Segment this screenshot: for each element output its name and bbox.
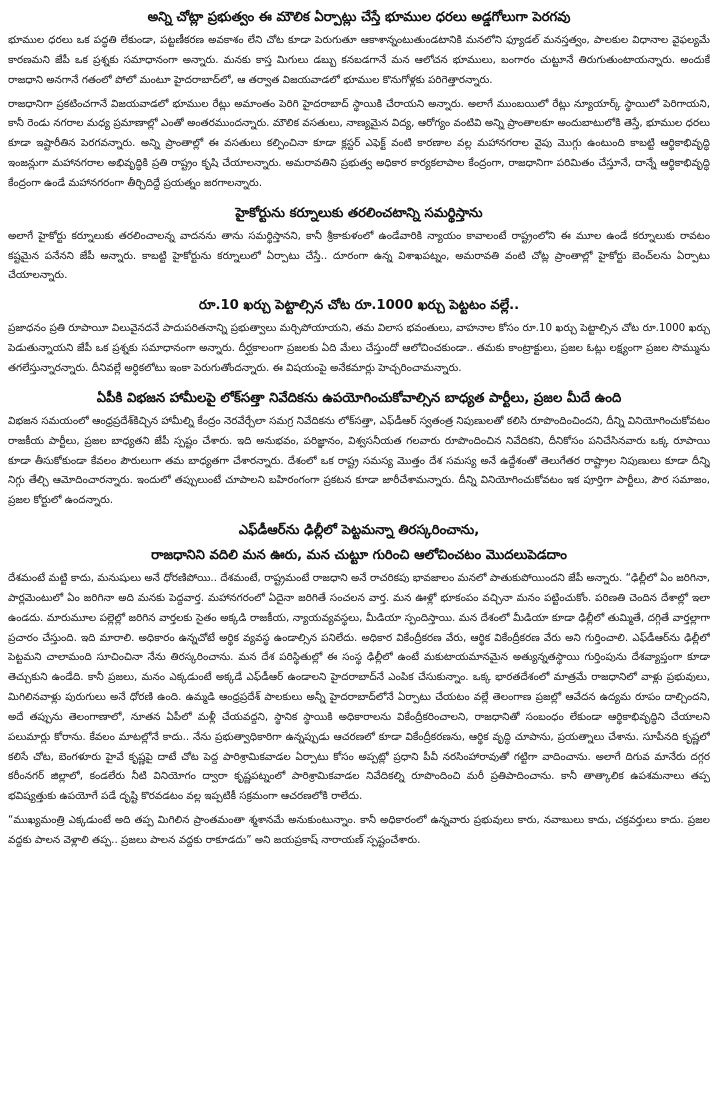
paragraph: విభజన సమయంలో ఆంధ్రప్రదేశ్‌కిచ్చిన హామీల్ని కేంద్రం నెరవేర్చేలా సమగ్ర నివేదికను లోక్‌సత్తా, ఎఫ్‌డీఆర్ స్వతంత్ర నిపుణులతో కలిసి రూపొందించిందని, దీన్ని వినియోగించుకోవటం రాజకీయ పార్టీలు, ప్రజల బాధ్యతని జేపీ స్పష్టం చేశారు. ఇది అనుభవం, పరిజ్ఞానం, విశ్వసనీయత గలవారు రూపొందించిన నివేదికని, దీనికోసం పనిచేసినవారు ఒక్క రూపాయి కూడా తీసుకోకుండా కేవలం పౌరులుగా తమ బాధ్యతగా చేశారన్నారు. దేశంలో ఒక రాష్ట్ర సమస్య మొత్తం దేశ సమస్య అనే ఉద్దేశంతో తెలుగేతర రాష్ట్రాల నిపుణులు కూడా దీన్ని నిగ్గు తేల్చి ఆమోదించారన్నారు. ఇందులో తప్పులుంటే చూపాలని బహిరంగంగా ప్రకటన కూడా జారీచేశామన్నారు. దీన్ని వినియోగించుకోవటం ఇక పూర్తిగా పార్టీలు, పౌర సమాజం, ప్రజల కోర్టులో ఉందన్నారు. bbox=[8, 414, 710, 507]
section-heading: అన్ని చోట్లా ప్రభుత్వం ఈ మౌలిక ఏర్పాట్లు చేస్తే భూముల ధరలు అడ్డగోలుగా పెరగవు bbox=[147, 10, 571, 25]
paragraph: రాజధానిగా ప్రకటించగానే విజయవాడలో భూముల రేట్లు అమాంతం పెరిగి హైదరాబాద్ స్థాయికి చేరాయని అన్నారు. అలాగే ముంబయిలో రేట్లు న్యూయార్క్ స్థాయిలో పెరిగాయని, కానీ రెండు నగరాల మధ్య ప్రమాణాల్లో ఎంతో అంతరముందన్నారు. మౌలిక వసతులు, నాణ్యమైన విద్య, ఆరోగ్యం వంటివి అన్ని ప్రాంతాలకూ అందుబాటులోకి తెస్తే, భూముల ధరలు కూడా ఇష్టారీతిన పెరగవన్నారు. అన్ని ప్రాంతాల్లో ఈ వసతులు కల్పించినా కూడా క్లస్టర్ ఎఫెక్ట్ వంటి కారణాల వల్ల మహానగరాల వైపు మొగ్గు ఉంటుంది కాబట్టి ఆర్థికాభివృద్ధి ఇంజన్లుగా మహానగరాల అభివృద్ధికి ప్రతి రాష్ట్రం కృషి చేయాలన్నారు. అమరావతిని ప్రభుత్వ అధికార కార్యకలాపాల కేంద్రంగా, రాజధానిగా పరిమితం చేస్తూనే, దాన్నే ఆర్థికాభివృద్ధి కేంద్రంగా ఉండే మహానగరంగా తీర్చిదిద్దే ప్రయత్నం జరగాలన్నారు. bbox=[8, 97, 710, 189]
section-heading: ఎఫ్‌డీఆర్‌ను ఢిల్లీలో పెట్టమన్నా తిరస్కరించాను, bbox=[238, 523, 480, 539]
section-high-court bbox=[8, 198, 710, 291]
paragraph: అలాగే హైకోర్టు కర్నూలుకు తరలించాలన్న వాదనను తాను సమర్థిస్తానని, కానీ శ్రీకాకుళంలో ఉండేవారికి న్యాయం కావాలంటే రాష్ట్రంలోని ఈ మూల ఉండే కర్నూలుకు రావటం కష్టమైన పనేనని జేపీ అన్నారు. కాబట్టి హైకోర్టును కర్నూలులో ఏర్పాటు చేస్తే.. దూరంగా ఉన్న విశాఖపట్నం, అమరావతి వంటి చోట్ల ప్రాంతాల్లో హైకోర్టు బెంచ్‌లను ఏర్పాటు చేయాలన్నారు. bbox=[8, 229, 710, 282]
paragraph: భూముల ధరలు ఒక పద్ధతి లేకుండా, పట్టణీకరణ అవకాశం లేని చోట కూడా పెరుగుతూ ఆకాశాన్నంటుతుండటానికి మనలోని ఫ్యూడల్ మనస్తత్వం, పాలకుల విధానాల వైఫల్యమే కారణమని జేపీ ఒక ప్రశ్నకు సమాధానంగా అన్నారు. మనకు కాస్త మిగులు డబ్బు కనబడగానే మన ఆలోచన భూములు, బంగారం చుట్టూనే తిరుగుతుంటాయన్నారు. అందుకే రాజధాని అనగానే గతంలో పోలో మంటూ హైదరాబాద్‌లో, ఆ తర్వాత విజయవాడలో భూముల కొనుగోళ్లకు పరిగెత్తారన్నారు. bbox=[8, 34, 710, 86]
section-heading: ఏపీకి విభజన హామీలపై లోక్‌సత్తా నివేదికను ఉపయోగించుకోవాల్సిన బాధ్యత పార్టీలు, ప్రజల మీదే ఉంది bbox=[96, 390, 622, 406]
section-land-prices bbox=[8, 2, 710, 198]
section-bifurcation-report bbox=[8, 383, 710, 515]
quote-paragraph: “ముఖ్యమంత్రి ఎక్కడుంటే అది తప్ప మిగిలిన ప్రాంతమంతా శ్మశానమే అనుకుంటున్నాం. కానీ అధికారంలో ఉన్నవారు ప్రభువులు కారు, నవాబులు కాదు, చక్రవర్తులు కాదు. ప్రజల వద్దకు పాలన వెళ్లాలి తప్ప.. ప్రజలు పాలన వద్దకు రాకూడదు” అని జయప్రకాష్ నారాయణ్ స్పష్టంచేశారు. bbox=[8, 814, 710, 846]
paragraph: ప్రజాధనం ప్రతి రూపాయీ విలువైనదనే పాదుపరితనాన్ని ప్రభుత్వాలు మర్చిపోయాయని, తమ విలాస భవంతులు, వాహనాల కోసం రూ.10 ఖర్చు పెట్టాల్సిన చోట రూ.1000 ఖర్చు పెడుతున్నాయని జేపీ ఒక ప్రశ్నకు సమాధానంగా అన్నారు. దీర్ఘకాలంగా ప్రజలకు ఏది మేలు చేస్తుందో ఆలోచించకుండా.. తమకు కాంట్రాక్టులు, ప్రజల ఓట్లు లక్ష్యంగా ప్రజల సొమ్మును తగలేస్తున్నారన్నారు. దీనివల్లే అర్ధికలోటు ఇంకా పెరుగుతోందన్నారు. ఈ విషయంపై అనేకమార్లు హెచ్చరించామన్నారు. bbox=[8, 322, 710, 374]
section-spending bbox=[8, 290, 710, 383]
section-fdr-delhi bbox=[8, 515, 710, 855]
section-heading: హైకోర్టును కర్నూలుకు తరలించటాన్ని సమర్థిస్తాను bbox=[235, 205, 483, 221]
section-subheading: రాజధానిని వదిలి మన ఊరు, మన చుట్టూ గురించి ఆలోచించటం మొదలుపెడదాం bbox=[151, 548, 567, 564]
paragraph: దేశమంటే మట్టి కాదు, మనుషులు అనే ధోరణిపోయి.. దేశమంటే, రాష్ట్రమంటే రాజధాని అనే రాచరికపు భావజాలం మనలో పాతుకుపోయిందని జేపీ అన్నారు. “ఢిల్లీలో ఏం జరిగినా, పార్లమెంటులో ఏం జరిగినా అది మనకు పెద్దవార్త. మహానగరంలో ఏదైనా జరిగితే సంచలన వార్త. మన ఊళ్లో భూకంపం వచ్చినా మనం పట్టించుకోం. పరిణతి చెందిన దేశాల్లో ఇలా ఉండదు. మారుమూల పల్లెల్లో జరిగిన వార్తలకు సైతం అక్కడి రాజకీయ, న్యాయవ్యవస్థలు, మీడియా స్పందిస్తాయి. మన దేశంలో మీడియా కూడా ఢిల్లీలో తుమ్మితే, దగ్గితే వార్తల్లాగా ప్రచారం చేస్తుంది. ఇది మారాలి. అధికారం ఉన్నచోటే అర్థిక వ్యవస్థ ఉండాల్సిన పనిలేదు. అధికార వికేంద్రీకరణ వేరు, ఆర్థిక వికేంద్రీకరణ వేరు అని గుర్తించాలి. ఎఫ్‌డీఆర్‌ను ఢిల్లీలో పెట్టమని చాలామంది సూచించినా నేను తిరస్కరించాను. మన దేశ పరిస్థితుల్లో ఈ సంస్థ ఢిల్లీలో ఉంటే మకుటాయమానమైన అత్యున్నతస్థాయి గుర్తింపును దేశవ్యాప్తంగా కూడా తెచ్చుకుని ఉండేది. కానీ ప్రజలు, మనం ఎక్కడుంటే అక్కడే ఎఫ్‌డీఆర్ ఉండాలని హైదరాబాద్‌నే ఎంపిక చేసుకున్నాం. ఒక్క భారతదేశంలో మాత్రమే రాజధానిలో వాళ్లు ప్రభువులు, మిగిలినవాళ్లు పురుగులు అనే ధోరణి ఉంది. ఉమ్మడి ఆంధ్రప్రదేశ్ పాలకులు అన్నీ హైదరాబాద్‌లోనే ఏర్పాటు చేయటం వల్లే తెలంగాణ ప్రజల్లో ఆవేదన ఉద్యమ రూపం దాల్చిందని, అదే తప్పును తెలంగాణాలో, నూతన ఏపీలో మళ్లీ చేయవద్దని, స్థానిక స్థాయికి అధికారాలను వికేంద్రీకరించాలని, రాజధానితో సంబంధం లేకుండా ఆర్థికాభివృద్ధిని చేయాలని పలుమార్లు కోరాను. కేవలం మాటల్లోనే కాదు.. నేను ప్రభుత్వాధికారిగా ఉన్నప్పుడు ఆచరణలో కూడా వికేంద్రీకరణను, ఆర్థిక వృద్ధి చూపాను, ప్రయత్నాలు చేశాను. సూపీనది కృష్ణలో కలిసే చోట, బెంగళూరు హైవే కృష్ణపై దాటే చోట పెద్ద పారిశ్రామికవాడల ఏర్పాటు కోసం అప్పట్లో ప్రధాని పీవీ నరసింహారావుతో గట్టిగా వాదించాను. అలాగే దిగువ మానేరు దగ్గర కరీంనగర్ జిల్లాలో, కండలేరు నీటి వినియోగం ద్వారా కృష్ణపట్నంలో పారిశ్రామికవాడల నివేదికల్ని రూపొందించి మరీ ప్రతిపాదించాను. కానీ తాత్కాలిక ఉపశమనాలు తప్ప భవిష్యత్తుకు ఉపయోగే పడే దృష్టి కొరవడటం వల్ల ఇప్పటికీ సక్రమంగా ఆచరణలోకి రాలేదు. bbox=[8, 572, 710, 803]
section-heading: రూ.10 ఖర్చు పెట్టాల్సిన చోట రూ.1000 ఖర్చు పెట్టటం వల్లే.. bbox=[198, 298, 520, 314]
